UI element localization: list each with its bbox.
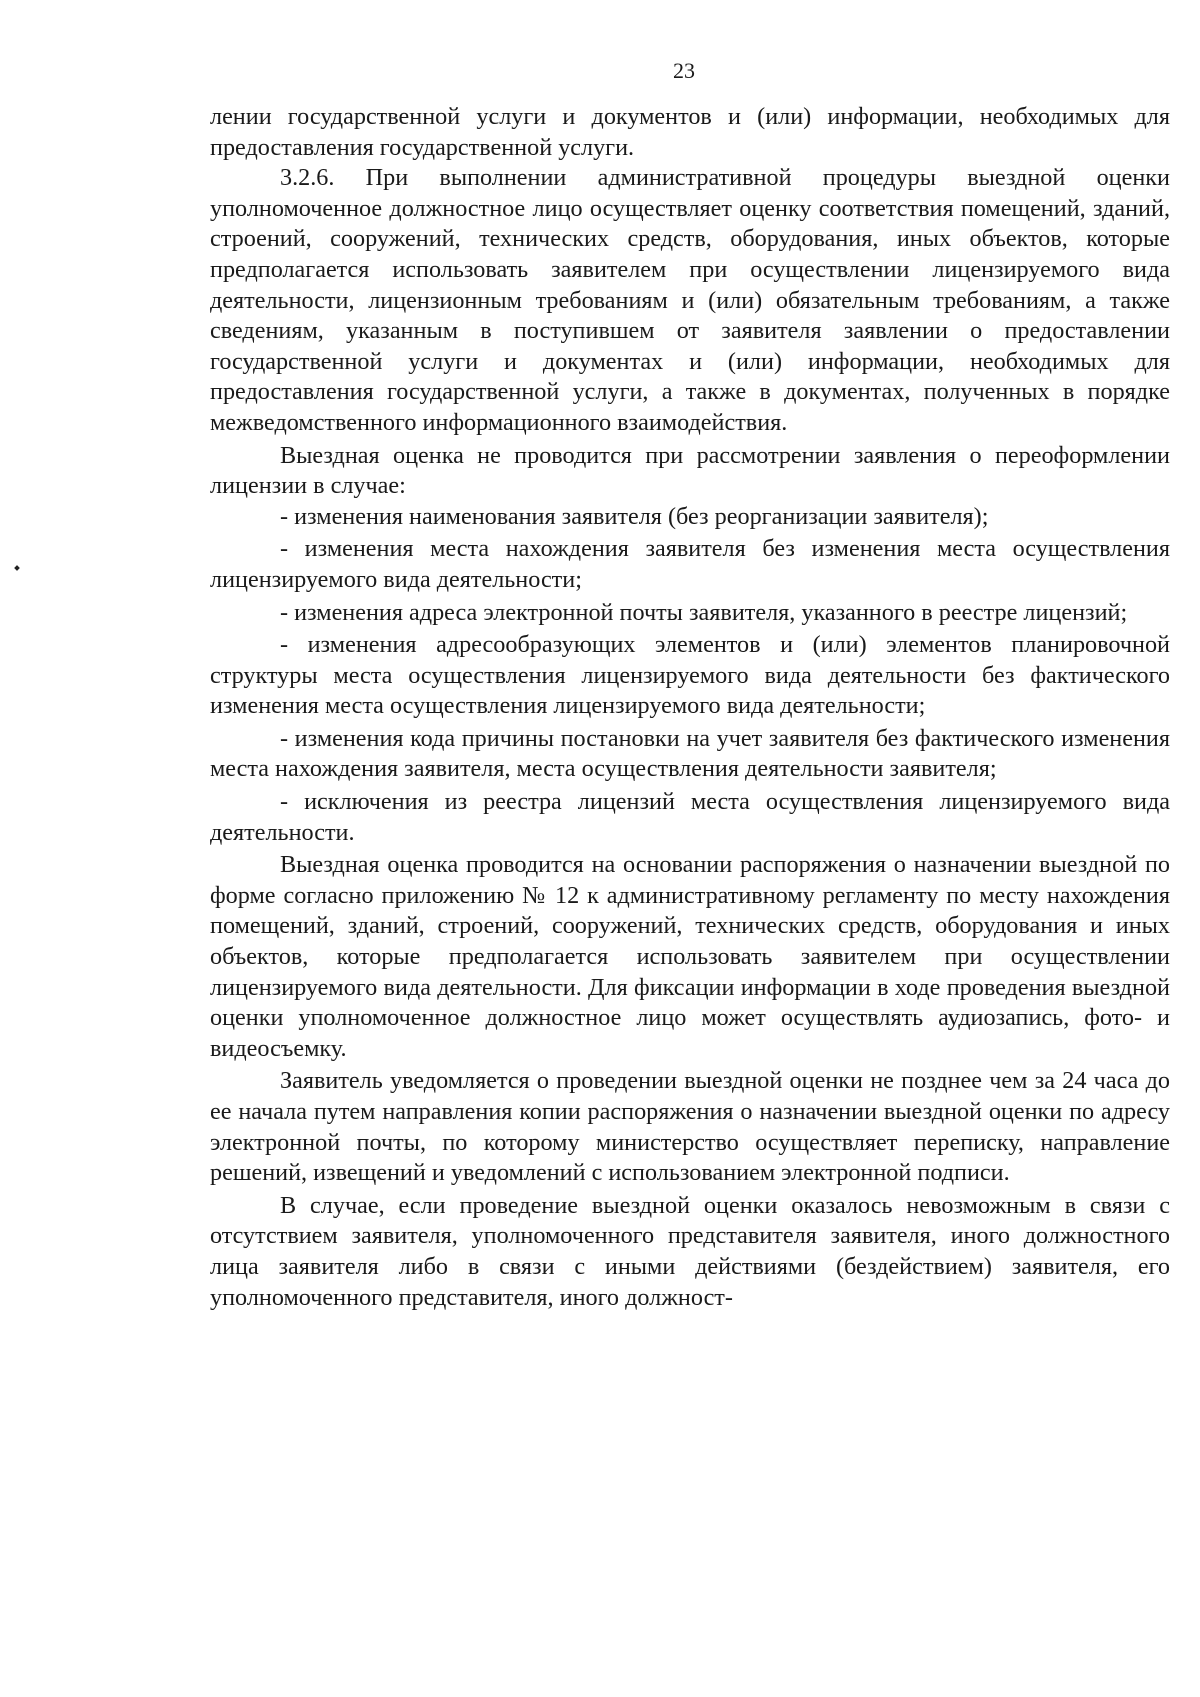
list-item: - изменения места нахождения заявителя без изменения места осуществления лицензируемого вида деятельности;	[210, 535, 1170, 593]
paragraph-3-2-6: 3.2.6. При выполнении административной процедуры выездной оценки уполномоченное должностное лицо осуществляет оценку соответствия помещений, зданий, строений, сооружений, технических средств, оборудования, иных объектов, которые предполагается использовать заявителем при осуществлении лицензируемого вида деятельности, лицензионным требованиям и (или) обязательным требованиям, а также сведениям, указанным в поступившем от заявителя заявлении о предоставлении государственной услуги и документах и (или) информации, необходимых для предоставления государственной услуги, а также в документах, полученных в порядке межведомственного информационного взаимодействия.	[210, 164, 1170, 436]
scan-speck	[14, 565, 20, 571]
list-item: - изменения наименования заявителя (без реорганизации заявителя);	[280, 502, 989, 530]
list-item: - изменения адресообразующих элементов и (или) элементов планировочной структуры места осуществления лицензируемого вида деятельности без фактического изменения места осуществления лицензируемого вида деятельности;	[210, 631, 1170, 720]
paragraph-notification: Заявитель уведомляется о проведении выездной оценки не позднее чем за 24 часа до ее начала путем направления копии распоряжения о назначении выездной оценки по адресу электронной почты, по которому министерство осуществляет переписку, направление решений, извещений и уведомлений с использованием электронной подписи.	[210, 1067, 1170, 1187]
paragraph-exceptions-intro: Выездная оценка не проводится при рассмотрении заявления о переоформлении лицензии в случае:	[210, 441, 1170, 500]
paragraph-basis: Выездная оценка проводится на основании распоряжения о назначении выездной по форме согласно приложению № 12 к административному регламенту по месту нахождения помещений, зданий, строений, сооружений, технических средств, оборудования и иных объектов, которые предполагается использовать заявителем при осуществлении лицензируемого вида деятельности. Для фиксации информации в ходе проведения выездной оценки уполномоченное должностное лицо может осуществлять аудиозапись, фото- и видеосъемку.	[210, 851, 1170, 1062]
list-item: - изменения кода причины постановки на учет заявителя без фактического изменения места нахождения заявителя, места осуществления деятельности заявителя;	[210, 724, 1170, 783]
document-body	[210, 102, 1170, 1313]
list-item: - исключения из реестра лицензий места осуществления лицензируемого вида деятельности.	[210, 788, 1170, 846]
paragraph-impossible: В случае, если проведение выездной оценки оказалось невозможным в связи с отсутствием заявителя, уполномоченного представителя заявителя, иного должностного лица заявителя либо в связи с иными действиями (бездействием) заявителя, его уполномоченного представителя, иного должност-	[210, 1191, 1170, 1311]
page-number: 23	[673, 58, 695, 83]
paragraph-continuation: лении государственной услуги и документов и (или) информации, необходимых для предоставления государственной услуги.	[210, 103, 1170, 161]
list-item: - изменения адреса электронной почты заявителя, указанного в реестре лицензий;	[280, 598, 1128, 626]
